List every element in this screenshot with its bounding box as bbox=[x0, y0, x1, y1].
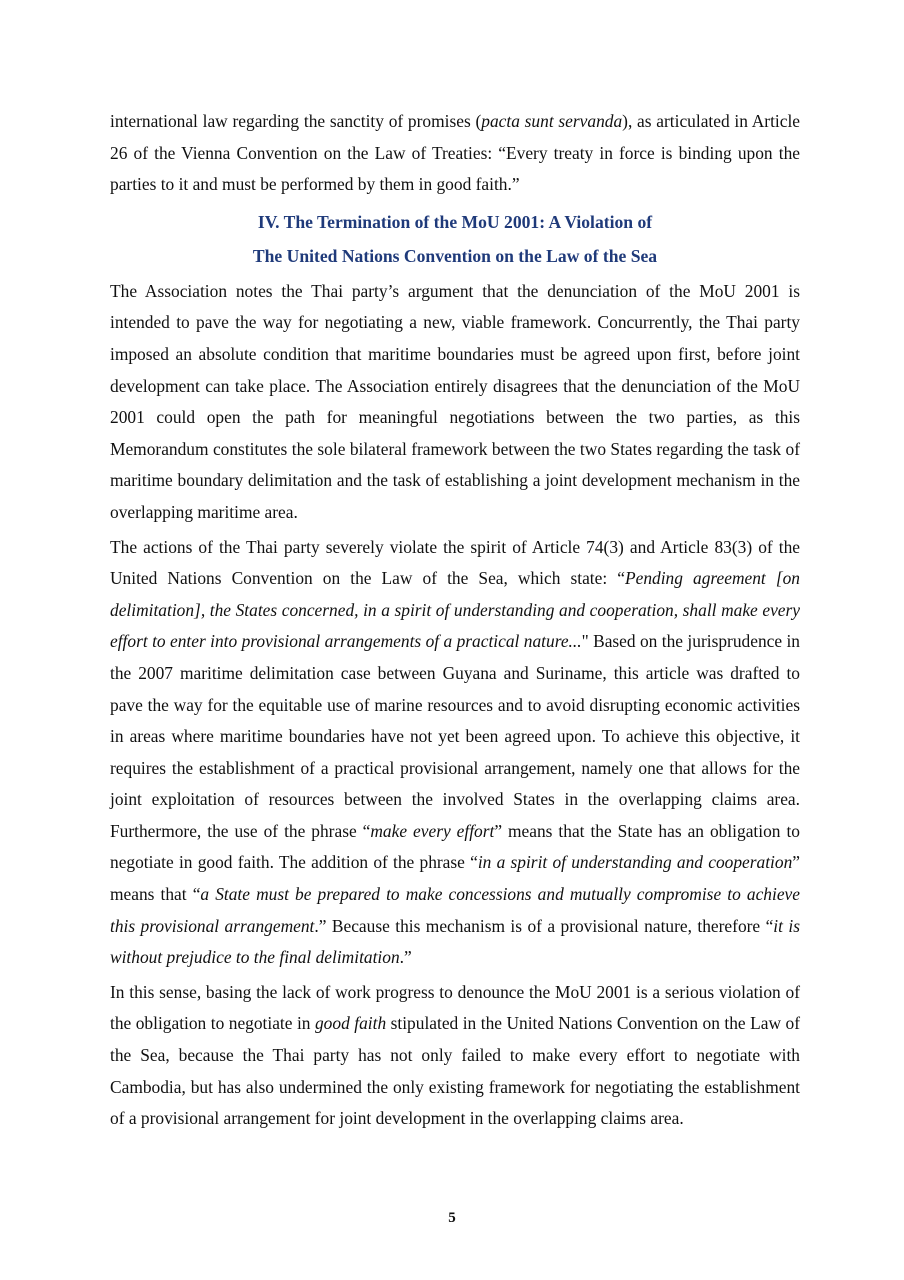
text-run: The actions of the Thai party severely violate the spirit of Article 74(3) and Article 83(3) of the United Nations Convention on the Law of the Sea, which state: “ bbox=[110, 536, 800, 589]
section-heading-line-1: IV. The Termination of the MoU 2001: A Violation of bbox=[257, 211, 653, 232]
section-heading-line-2: The United Nations Convention on the Law of the Sea bbox=[252, 245, 658, 266]
italic-term: good faith bbox=[314, 1013, 387, 1034]
italic-term: pacta sunt servanda bbox=[481, 111, 623, 131]
text-run: .” bbox=[399, 947, 412, 968]
text-run: stipulated in the United Nations Convention on the Law of the Sea, because the Thai party has not only failed to make every effort to negotiate with Cambodia, but has also undermined the only existing framework for negotiating the establishment of a provisional arrangement for joint development in the overlapping claims area. bbox=[110, 1013, 800, 1129]
text-run: In this sense, basing the lack of work progress to denounce the MoU 2001 is a serious violation of the obligation to negotiate in bbox=[110, 981, 800, 1034]
paragraph-association-notes: The Association notes the Thai party’s argument that the denunciation of the MoU 2001 is intended to pave the way for negotiating a new, viable framework. Concurrently, the Thai party imposed an absolute condition that maritime boundaries must be agreed upon first, before joint development can take place. The Association entirely disagrees that the denunciation of the MoU 2001 could open the path for meaningful negotiations between the two parties, as this Memorandum constitutes the sole bilateral framework between the two States regarding the task of maritime boundary delimitation and the task of establishing a joint development mechanism in the overlapping maritime area. bbox=[110, 280, 800, 522]
italic-quote: Pending agreement [on delimitation], the States concerned, in a spirit of understanding and cooperation, shall make every effort to enter into provisional arrangements of a practical nature... bbox=[110, 568, 800, 652]
text-run: ” means that the State has an obligation to negotiate in good faith. The addition of the phrase “ bbox=[110, 820, 800, 873]
paragraph-vienna-convention bbox=[110, 106, 800, 201]
page-body bbox=[110, 106, 800, 1135]
text-run: ), as articulated in Article 26 of the Vienna Convention on the Law of Treaties: “Every treaty in force is binding upon the parties to it and must be performed by them in good faith.” bbox=[110, 111, 801, 195]
text-run: " Based on the jurisprudence in the 2007 maritime delimitation case between Guyana and Suriname, this article was drafted to pave the way for the equitable use of marine resources and to avoid disrupting economic activities in areas where maritime boundaries have not yet been agreed upon. To achieve this objective, it requires the establishment of a practical provisional arrangement, namely one that allows for the joint exploitation of resources between the involved States in the overlapping claims area. Furthermore, the use of the phrase “ bbox=[110, 631, 800, 841]
section-heading bbox=[110, 205, 800, 273]
paragraph-conclusion bbox=[110, 977, 800, 1135]
italic-phrase: it is without prejudice to the final delimitation bbox=[110, 915, 800, 968]
text-run: international law regarding the sanctity of promises ( bbox=[110, 111, 482, 131]
paragraph-unclos-articles bbox=[110, 532, 800, 974]
italic-phrase: make every effort bbox=[370, 820, 495, 841]
text-run: .” Because this mechanism is of a provisional nature, therefore “ bbox=[314, 915, 774, 936]
italic-phrase: a State must be prepared to make concessions and mutually compromise to achieve this provisional arrangement bbox=[110, 884, 800, 936]
text-run: ” means that “ bbox=[110, 852, 801, 905]
italic-phrase: in a spirit of understanding and cooperation bbox=[477, 852, 793, 873]
page-number: 5 bbox=[448, 1210, 456, 1226]
